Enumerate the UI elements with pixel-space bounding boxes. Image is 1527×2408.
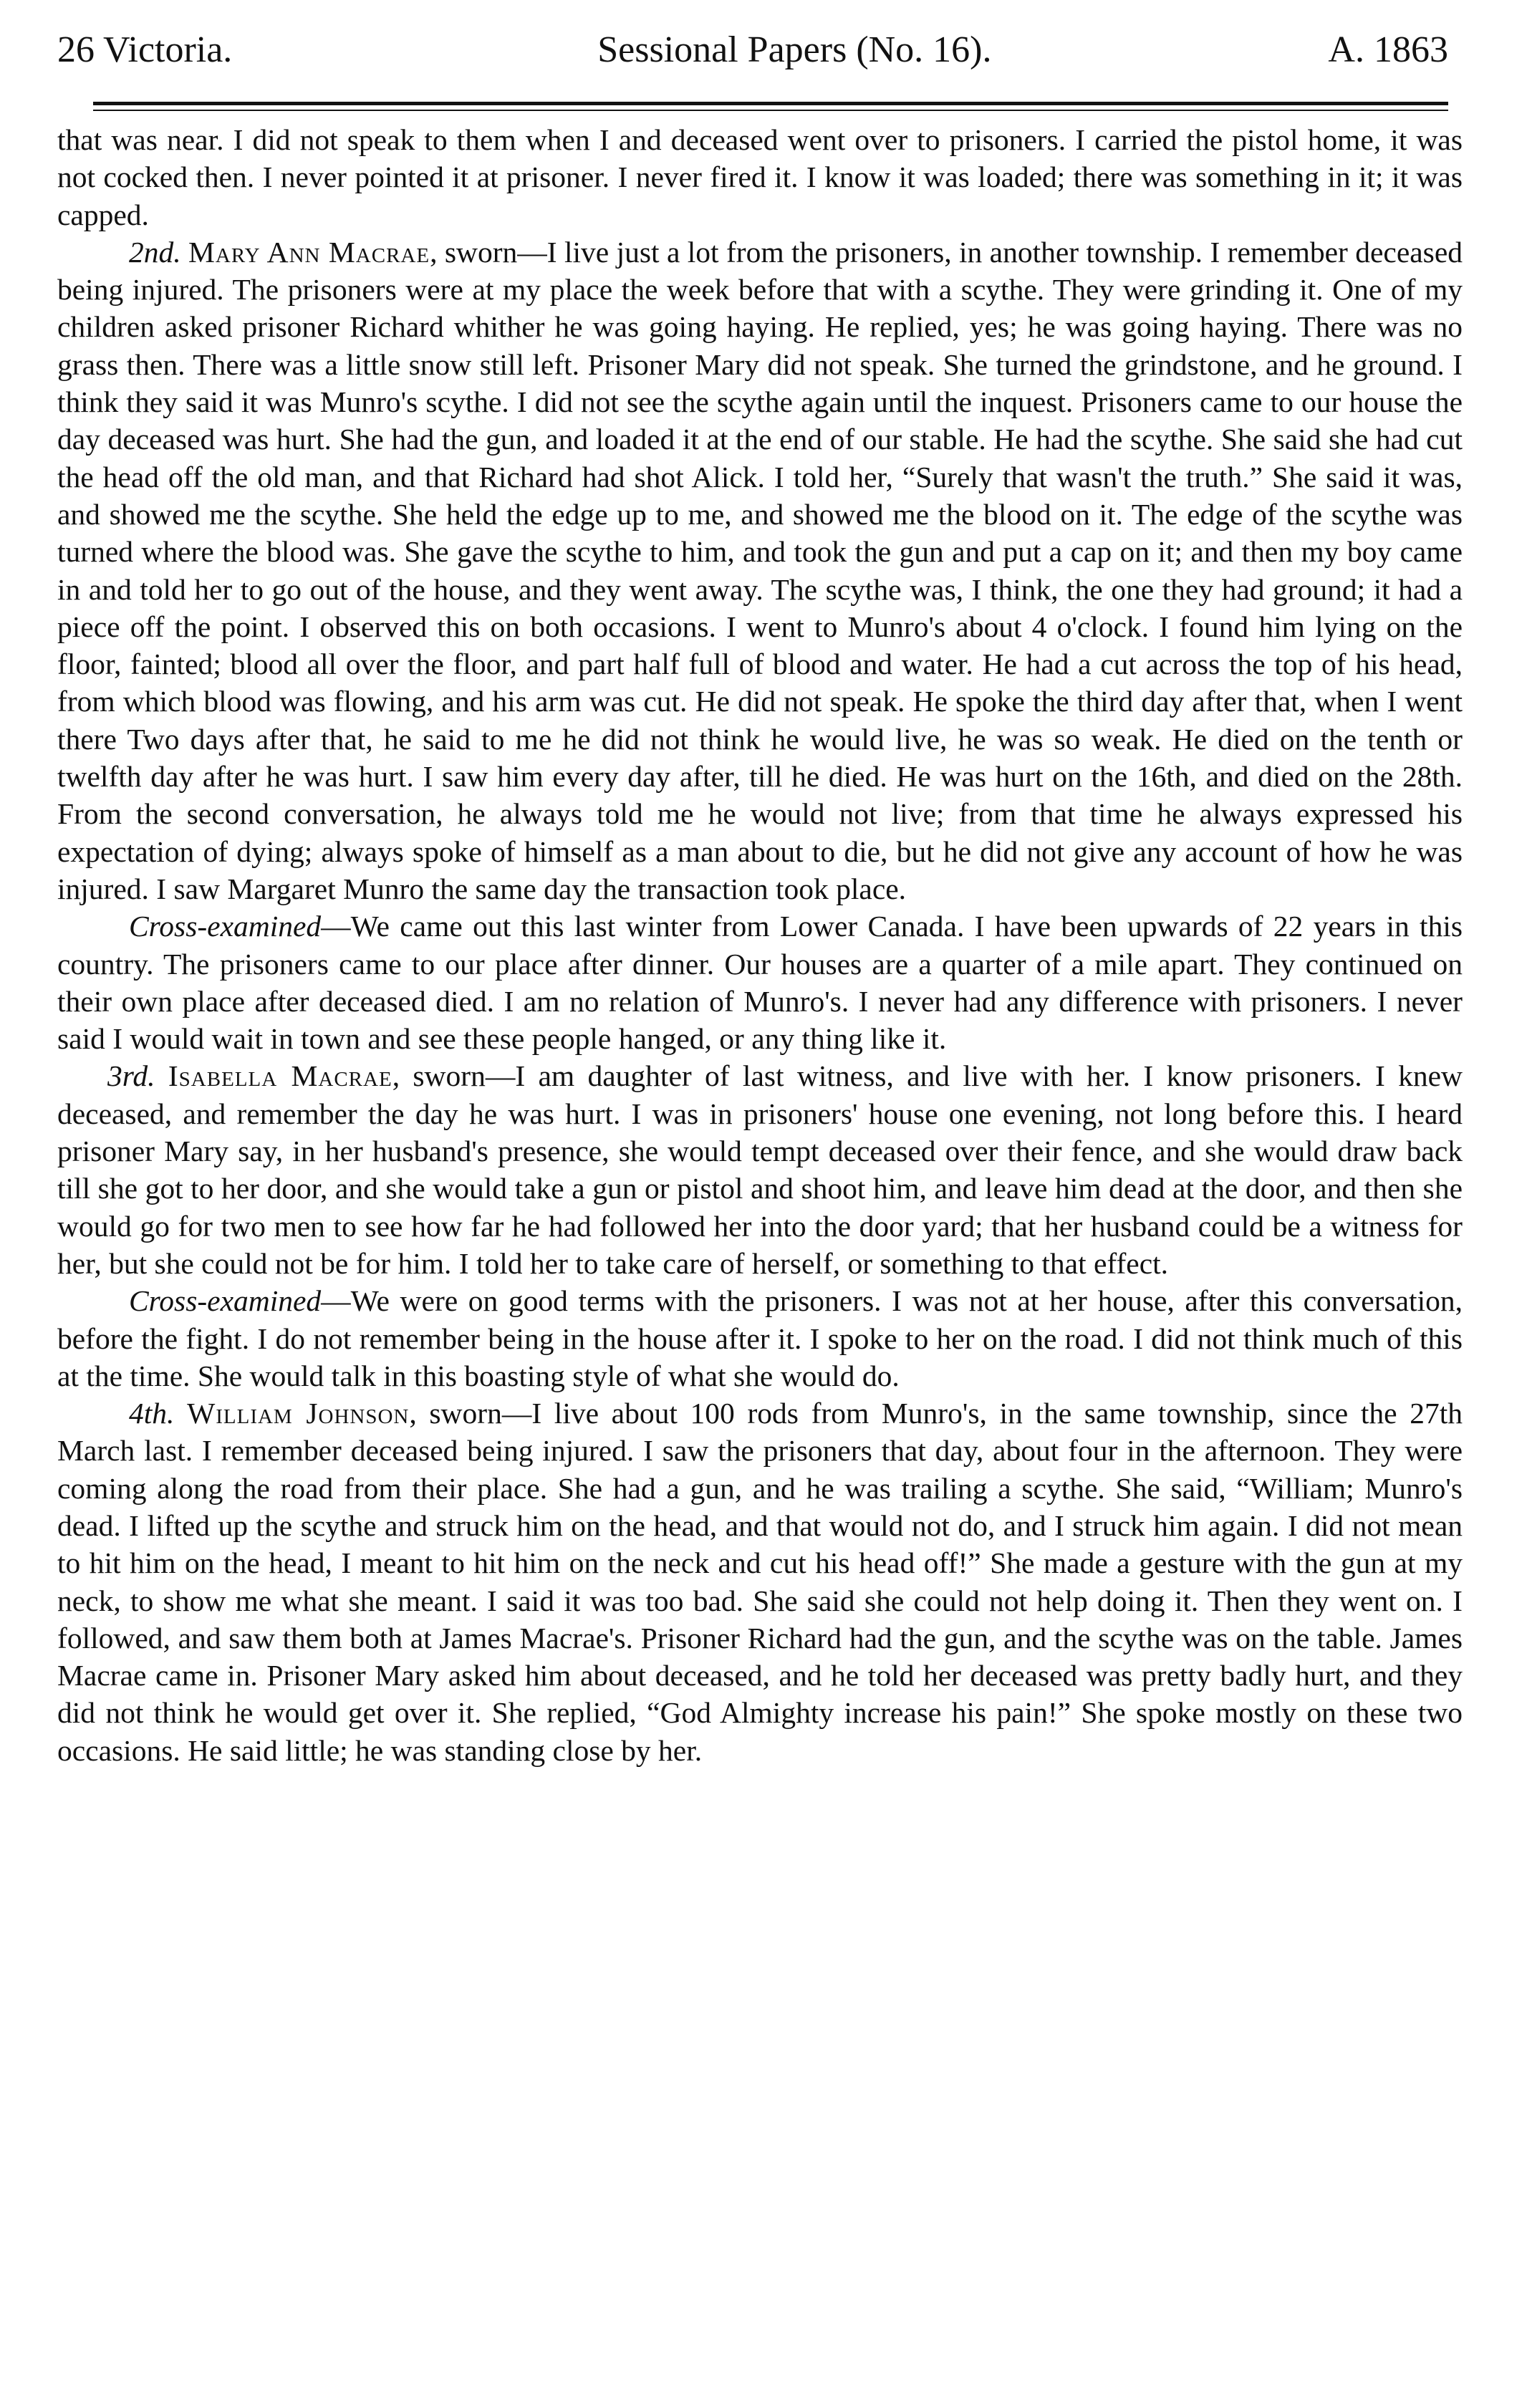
witness-ordinal: 3rd. <box>107 1059 155 1093</box>
paragraph-text: that was near. I did not speak to them when I and deceased went over to prisoners. I carried the pistol home, it was not cocked then. I never pointed it at prisoner. I never fired it. I know it was loaded; there was something in it; it was capped. <box>57 123 1463 231</box>
header-title: Sessional Papers (No. 16). <box>597 29 992 70</box>
testimony-text <box>50 121 1463 1769</box>
paragraph-witness-3 <box>57 1057 1463 1282</box>
paragraph-text: , sworn—I live just a lot from the prisoners, in another township. I remember deceased being injured. The prisoners were at my place the week before that with a scythe. They were grinding it. One of my children asked prisoner Richard whither he was going haying. He replied, yes; he was going haying. There was no grass then. There was a little snow still left. Prisoner Mary did not speak. She turned the grindstone, and he ground. I think they said it was Munro's scythe. I did not see the scythe again until the inquest. Prisoners came to our house the day deceased was hurt. She had the gun, and loaded it at the end of our stable. He had the scythe. She said she had cut the head off the old man, and that Richard had shot Alick. I told her, “Surely that wasn't the truth.” She said it was, and showed me the scythe. She held the edge up to me, and showed me the blood on it. The edge of the scythe was turned where the blood was. She gave the scythe to him, and took the gun and put a cap on it; and then my boy came in and told her to go out of the house, and they went away. The scythe was, I think, the one they had ground; it had a piece off the point. I observed this on both occasions. I went to Munro's about 4 o'clock. I found him lying on the floor, fainted; blood all over the floor, and part half full of blood and water. He had a cut across the top of his head, from which blood was flowing, and his arm was cut. He did not speak. He spoke the third day after that, when I went there Two days after that, he said to me he did not think he would live, he was so weak. He died on the tenth or twelfth day after he was hurt. I saw him every day after, till he died. He was hurt on the 16th, and died on the 28th. From the second conversation, he always told me he would not live; from that time he always expressed his expectation of dying; always spoke of himself as a man about to die, but he did not give any account of how he was injured. I saw Margaret Munro the same day the transaction took place. <box>57 235 1463 905</box>
witness-name: Isabella Macrae <box>168 1059 392 1093</box>
header-rule <box>93 102 1448 111</box>
paragraph-text: , sworn—I am daughter of last witness, and live with her. I know prisoners. I knew deceased, and remember the day he was hurt. I was in prisoners' house one evening, not long before this. I heard prisoner Mary say, in her husband's presence, she would tempt deceased over their fence, and she would draw back till she got to her door, and she would take a gun or pistol and shoot him, and leave him dead at the door, and then she would go for two men to see how far he had followed her into the door yard; that her husband could be a witness for her, but she could not be for him. I told her to take care of herself, or something to that effect. <box>57 1059 1463 1280</box>
paragraph-cross-examination-1 <box>57 907 1463 1057</box>
paragraph-text: —We were on good terms with the prisoners. I was not at her house, after this conversation, before the fight. I do not remember being in the house after it. I spoke to her on the road. I did not think much of this at the time. She would talk in this boasting style of what she would do. <box>57 1284 1463 1392</box>
running-header <box>50 29 1463 72</box>
paragraph-cross-examination-2 <box>57 1282 1463 1395</box>
witness-name: William Johnson <box>187 1397 410 1430</box>
paragraph-witness-2 <box>57 233 1463 907</box>
paragraph-witness-4 <box>57 1395 1463 1769</box>
paragraph-text: , sworn—I live about 100 rods from Munro's, in the same township, since the 27th March last. I remember deceased being injured. I saw the prisoners that day, about four in the afternoon. They were coming along the road from their place. She had a gun, and he was trailing a scythe. She said, “William; Munro's dead. I lifted up the scythe and struck him on the head, and that would not do, and I struck him again. I did not mean to hit him on the head, I meant to hit him on the neck and cut his head off!” She made a gesture with the gun at my neck, to show me what she meant. I said it was too bad. She said she could not help doing it. Then they went on. I followed, and saw them both at James Macrae's. Prisoner Richard had the gun, and the scythe was on the table. James Macrae came in. Prisoner Mary asked him about deceased, and he told her deceased was pretty badly hurt, and they did not think he would get over it. She replied, “God Almighty increase his pain!” She spoke mostly on these two occasions. He said little; he was standing close by her. <box>57 1397 1463 1767</box>
witness-ordinal: 4th. <box>129 1397 175 1430</box>
header-rule-thin <box>93 110 1448 111</box>
witness-name: Mary Ann Macrae <box>188 235 430 269</box>
cross-examined-label: Cross-examined <box>129 910 322 943</box>
header-year: A. 1863 <box>1328 29 1448 70</box>
header-rule-thick <box>93 102 1448 105</box>
header-session: 26 Victoria. <box>57 29 233 70</box>
paragraph-continuation <box>57 121 1463 233</box>
cross-examined-label: Cross-examined <box>129 1284 322 1318</box>
witness-ordinal: 2nd. <box>129 235 181 269</box>
paragraph-text: —We came out this last winter from Lower Canada. I have been upwards of 22 years in this country. The prisoners came to our place after dinner. Our houses are a quarter of a mile apart. They continued on their own place after deceased died. I am no relation of Munro's. I never had any difference with prisoners. I never said I would wait in town and see these people hanged, or any thing like it. <box>57 910 1463 1056</box>
